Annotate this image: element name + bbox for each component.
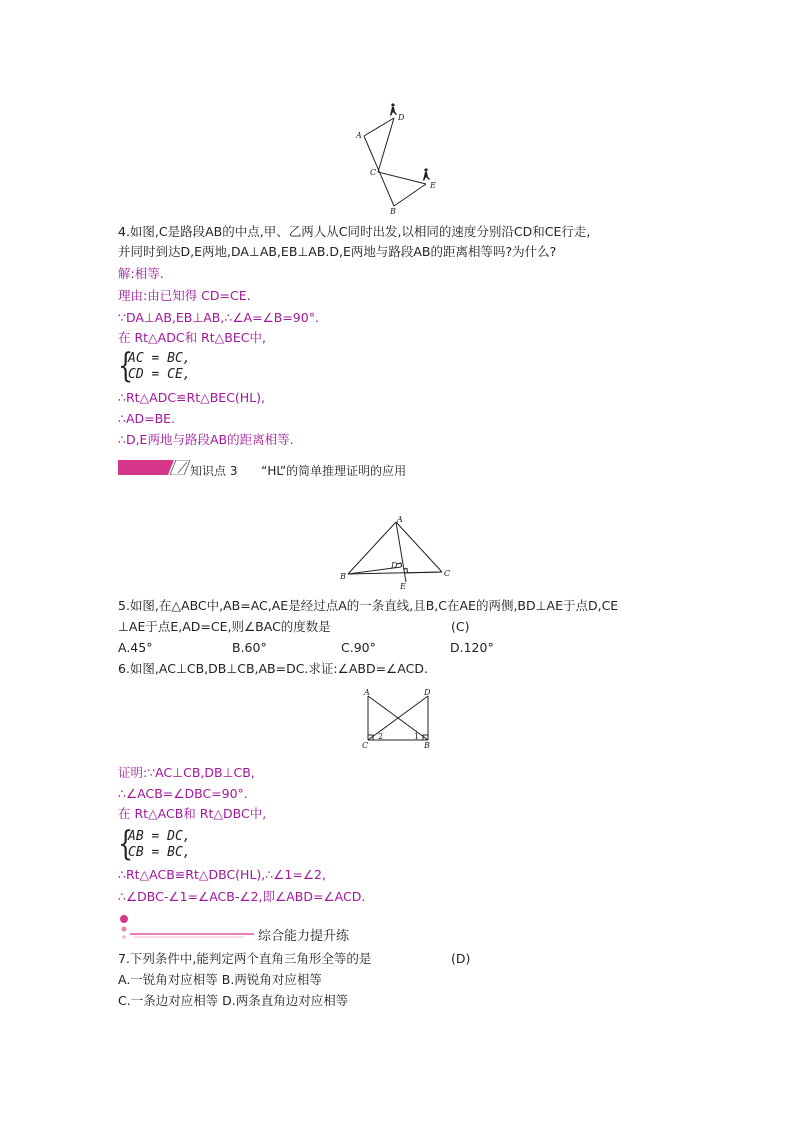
q4-sol-3: ∵DA⊥AB,EB⊥AB,∴∠A=∠B=90°. — [118, 310, 319, 325]
q6-proof-2: ∴∠ACB=∠DBC=90°. — [118, 786, 248, 801]
q4-sol2-1: ∴Rt△ADC≌Rt△BEC(HL), — [118, 390, 266, 405]
knowledge-point-band — [118, 460, 190, 475]
q4-line2: 并同时到达D,E两地,DA⊥AB,EB⊥AB.D,E两地与路段AB的距离相等吗?为什么? — [118, 244, 557, 259]
q4-brace-1: AC = BC, — [128, 351, 191, 366]
q4-sol-2: 理由:由已知得 CD=CE. — [118, 288, 251, 303]
q5-line1: 5.如图,在△ABC中,AB=AC,AE是经过点A的一条直线,且B,C在AE的两侧,BD⊥AE于点D,CE — [118, 598, 619, 613]
q4-brace-2: CD = CE, — [128, 367, 191, 382]
q5-option-c: C.90° — [341, 640, 376, 655]
label-E: E — [400, 582, 406, 591]
knowledge-point-title — [190, 462, 406, 479]
label-A: A — [397, 515, 403, 524]
label-C: C — [362, 741, 369, 750]
label-D: D — [424, 688, 431, 697]
q7-answer: (D) — [451, 951, 471, 966]
knowledge-point-label: 知识点 3 — [190, 464, 238, 478]
walker-icon — [390, 103, 397, 116]
q4-sol-4: 在 Rt△ADC和 Rt△BEC中, — [118, 330, 266, 345]
label-D: D — [398, 113, 405, 122]
q5-line2: ⊥AE于点E,AD=CE,则∠BAC的度数是 — [118, 619, 331, 634]
walker-icon — [423, 168, 430, 181]
figure-rect-acbd — [358, 688, 440, 750]
knowledge-point-text: “HL”的简单推理证明的应用 — [261, 464, 407, 478]
figure-walkers — [350, 100, 445, 215]
label-C: C — [444, 569, 451, 578]
section-decoration — [116, 912, 256, 942]
q6-brace-2: CB = BC, — [128, 845, 191, 860]
q5-answer: (C) — [451, 619, 470, 634]
label-C: C — [370, 168, 377, 177]
q6-proof-3: 在 Rt△ACB和 Rt△DBC中, — [118, 806, 267, 821]
label-E: E — [430, 181, 436, 190]
label-B: B — [424, 741, 430, 750]
q5-option-a: A.45° — [118, 640, 153, 655]
label-D: D — [391, 561, 398, 570]
q4-sol2-3: ∴D,E两地与路段AB的距离相等. — [118, 432, 294, 447]
section-title: 综合能力提升练 — [258, 929, 350, 944]
q5-option-b: B.60° — [232, 640, 267, 655]
q6-proof2-2: ∴∠DBC-∠1=∠ACB-∠2,即∠ABD=∠ACD. — [118, 889, 366, 904]
q5-option-d: D.120° — [450, 640, 494, 655]
label-A: A — [364, 688, 370, 697]
q4-sol-1: 解:相等. — [118, 266, 164, 281]
q6-brace-1: AB = DC, — [128, 829, 191, 844]
q7-options-row2: C.一条边对应相等 D.两条直角边对应相等 — [118, 993, 349, 1008]
q4-line1: 4.如图,C是路段AB的中点,甲、乙两人从C同时出发,以相同的速度分别沿CD和CE行走, — [118, 224, 591, 239]
q4-sol2-2: ∴AD=BE. — [118, 411, 176, 426]
label-B: B — [390, 207, 396, 215]
q7-options-row1: A.一锐角对应相等 B.两锐角对应相等 — [118, 972, 322, 987]
figure-triangle-abc — [340, 514, 456, 594]
q6-proof2-1: ∴Rt△ACB≌Rt△DBC(HL),∴∠1=∠2, — [118, 867, 326, 882]
q7-line: 7.下列条件中,能判定两个直角三角形全等的是 — [118, 951, 372, 966]
q6-line: 6.如图,AC⊥CB,DB⊥CB,AB=DC.求证:∠ABD=∠ACD. — [118, 661, 428, 676]
label-B: B — [340, 572, 346, 581]
angle-1: 1 — [414, 732, 420, 741]
q6-proof-1: 证明:∵AC⊥CB,DB⊥CB, — [118, 765, 255, 780]
angle-2: 2 — [378, 732, 384, 741]
label-A: A — [356, 131, 362, 140]
